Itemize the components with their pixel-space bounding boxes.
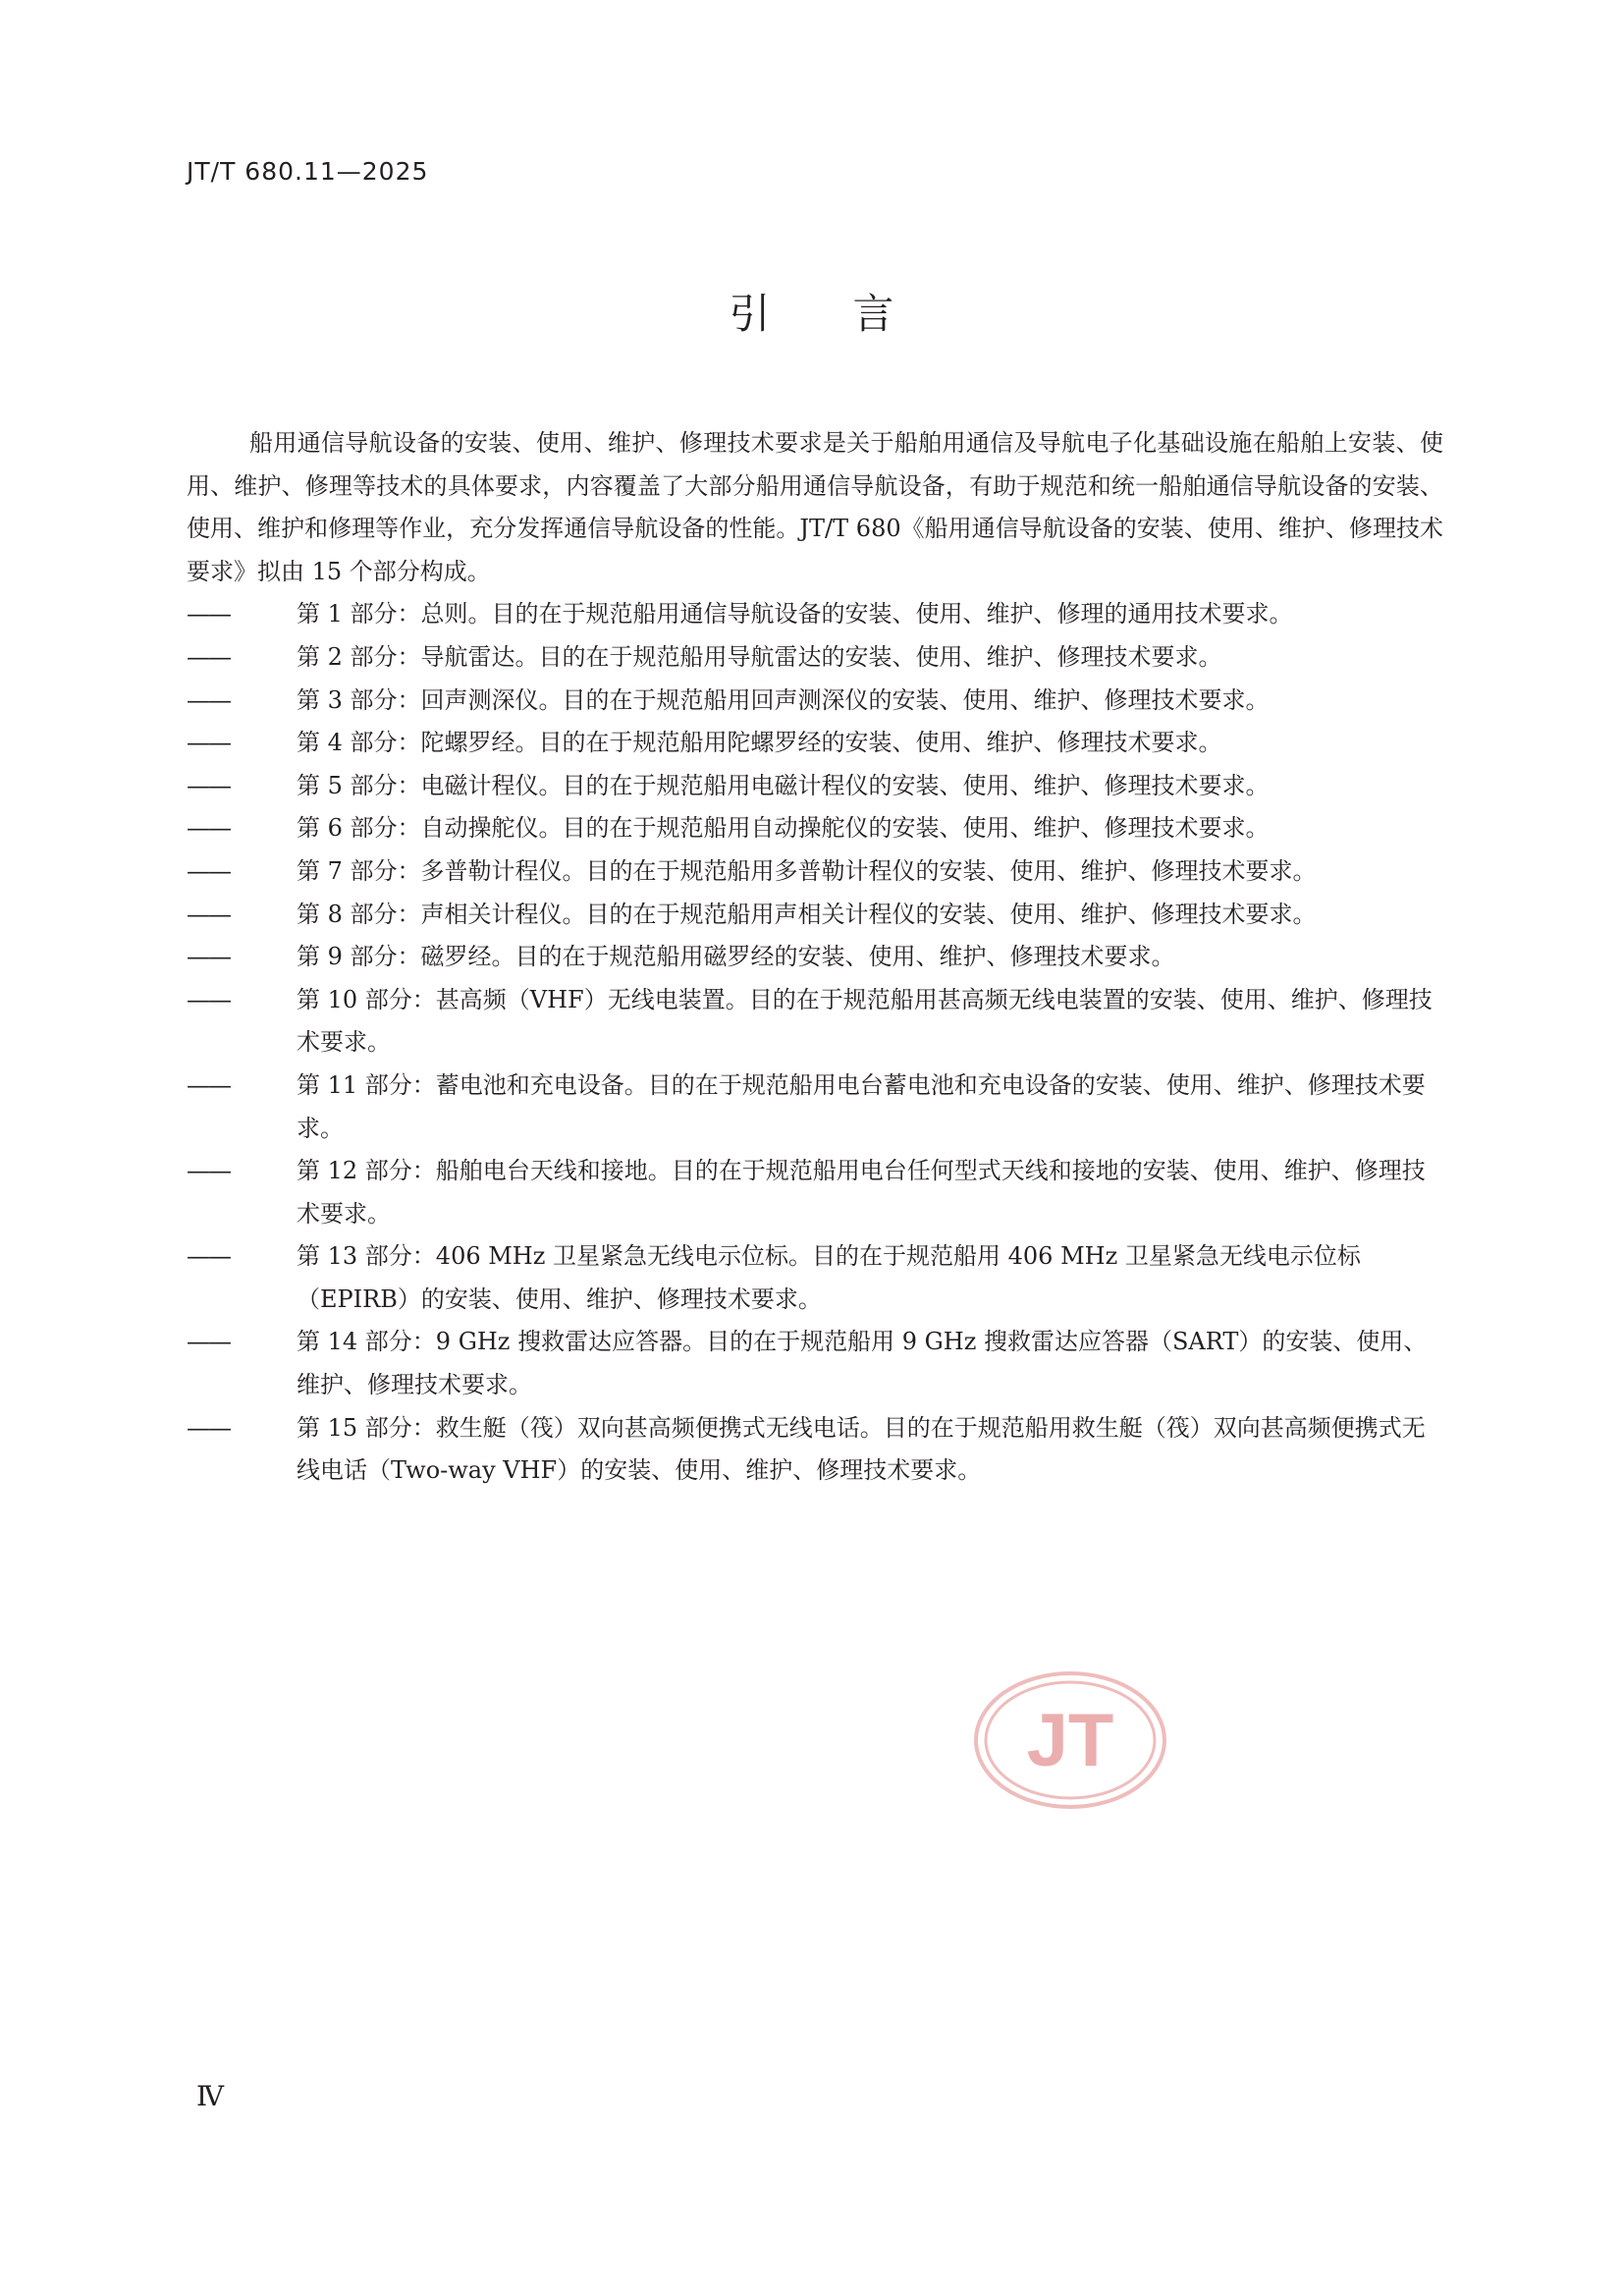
list-dash: —— xyxy=(187,1328,230,1356)
list-dash: —— xyxy=(187,685,230,714)
list-dash: —— xyxy=(187,729,230,757)
list-item xyxy=(187,636,1443,680)
list-item xyxy=(187,894,1443,937)
list-dash: —— xyxy=(187,985,230,1013)
list-item-text: 第 1 部分：总则。目的在于规范船用通信导航设备的安装、使用、维护、修理的通用技术要求。 xyxy=(297,600,1293,629)
list-item-text: 第 9 部分：磁罗经。目的在于规范船用磁罗经的安装、使用、维护、修理技术要求。 xyxy=(297,943,1175,971)
list-item xyxy=(187,850,1443,894)
list-item xyxy=(187,765,1443,808)
list-dash: —— xyxy=(187,600,230,629)
list-item-text: 第 7 部分：多普勒计程仪。目的在于规范船用多普勒计程仪的安装、使用、维护、修理技术要求。 xyxy=(297,856,1317,885)
list-dash: —— xyxy=(187,771,230,799)
list-item xyxy=(187,807,1443,850)
list-dash: —— xyxy=(187,856,230,885)
list-item xyxy=(187,680,1443,723)
list-dash: —— xyxy=(187,943,230,971)
list-item xyxy=(187,979,1443,1065)
list-item xyxy=(187,722,1443,765)
intro-paragraph: 船用通信导航设备的安装、使用、维护、修理技术要求是关于船舶用通信及导航电子化基础设施在船舶上安装、使用、维护、修理等技术的具体要求，内容覆盖了大部分船用通信导航设备，有助于规范和统一船舶通信导航设备的安装、使用、维护和修理等作业，充分发挥通信导航设备的性能。JT/T 680《船用通信导航设备的安装、使用、维护、修理技术要求》拟由 15 个部分构成。 xyxy=(187,429,1443,585)
list-item-text: 第 8 部分：声相关计程仪。目的在于规范船用声相关计程仪的安装、使用、维护、修理技术要求。 xyxy=(297,900,1317,928)
page-title: 引言 xyxy=(729,290,977,338)
list-item-text: 第 10 部分：甚高频（VHF）无线电装置。目的在于规范船用甚高频无线电装置的安装、使用、维护、修理技术要求。 xyxy=(297,985,1433,1057)
jt-watermark-logo xyxy=(972,1669,1168,1812)
list-item-text: 第 14 部分：9 GHz 搜救雷达应答器。目的在于规范船用 9 GHz 搜救雷达应答器（SART）的安装、使用、维护、修理技术要求。 xyxy=(297,1328,1428,1399)
list-item xyxy=(187,1065,1443,1150)
list-dash: —— xyxy=(187,900,230,928)
list-item-text: 第 12 部分：船舶电台天线和接地。目的在于规范船用电台任何型式天线和接地的安装、使用、维护、修理技术要求。 xyxy=(297,1157,1426,1228)
list-dash: —— xyxy=(187,1157,230,1185)
page-number: Ⅳ xyxy=(196,2080,224,2112)
list-item-text: 第 4 部分：陀螺罗经。目的在于规范船用陀螺罗经的安装、使用、维护、修理技术要求。 xyxy=(297,729,1222,757)
stamp-text: JT xyxy=(1026,1699,1114,1782)
list-item-text: 第 5 部分：电磁计程仪。目的在于规范船用电磁计程仪的安装、使用、维护、修理技术要求。 xyxy=(297,771,1270,799)
list-item-text: 第 15 部分：救生艇（筏）双向甚高频便携式无线电话。目的在于规范船用救生艇（筏）双向甚高频便携式无线电话（Two-way VHF）的安装、使用、维护、修理技术要求。 xyxy=(297,1413,1426,1485)
list-item xyxy=(187,1150,1443,1235)
list-item-text: 第 11 部分：蓄电池和充电设备。目的在于规范船用电台蓄电池和充电设备的安装、使用、维护、修理技术要求。 xyxy=(297,1070,1426,1142)
list-item-text: 第 13 部分：406 MHz 卫星紧急无线电示位标。目的在于规范船用 406 MHz 卫星紧急无线电示位标（EPIRB）的安装、使用、维护、修理技术要求。 xyxy=(297,1242,1361,1313)
standard-code: JT/T 680.11—2025 xyxy=(187,157,429,186)
list-item xyxy=(187,936,1443,979)
list-item-text: 第 3 部分：回声测深仪。目的在于规范船用回声测深仪的安装、使用、维护、修理技术要求。 xyxy=(297,685,1270,714)
list-item-text: 第 2 部分：导航雷达。目的在于规范船用导航雷达的安装、使用、维护、修理技术要求。 xyxy=(297,642,1222,671)
list-dash: —— xyxy=(187,1070,230,1099)
parts-list xyxy=(187,593,1443,1492)
list-dash: —— xyxy=(187,1413,230,1442)
list-item xyxy=(187,1235,1443,1321)
list-item xyxy=(187,1321,1443,1406)
list-dash: —— xyxy=(187,642,230,671)
list-dash: —— xyxy=(187,814,230,843)
list-item-text: 第 6 部分：自动操舵仪。目的在于规范船用自动操舵仪的安装、使用、维护、修理技术要求。 xyxy=(297,814,1270,843)
list-dash: —— xyxy=(187,1242,230,1271)
list-item xyxy=(187,593,1443,636)
list-item xyxy=(187,1407,1443,1493)
document-body xyxy=(187,422,1443,1493)
